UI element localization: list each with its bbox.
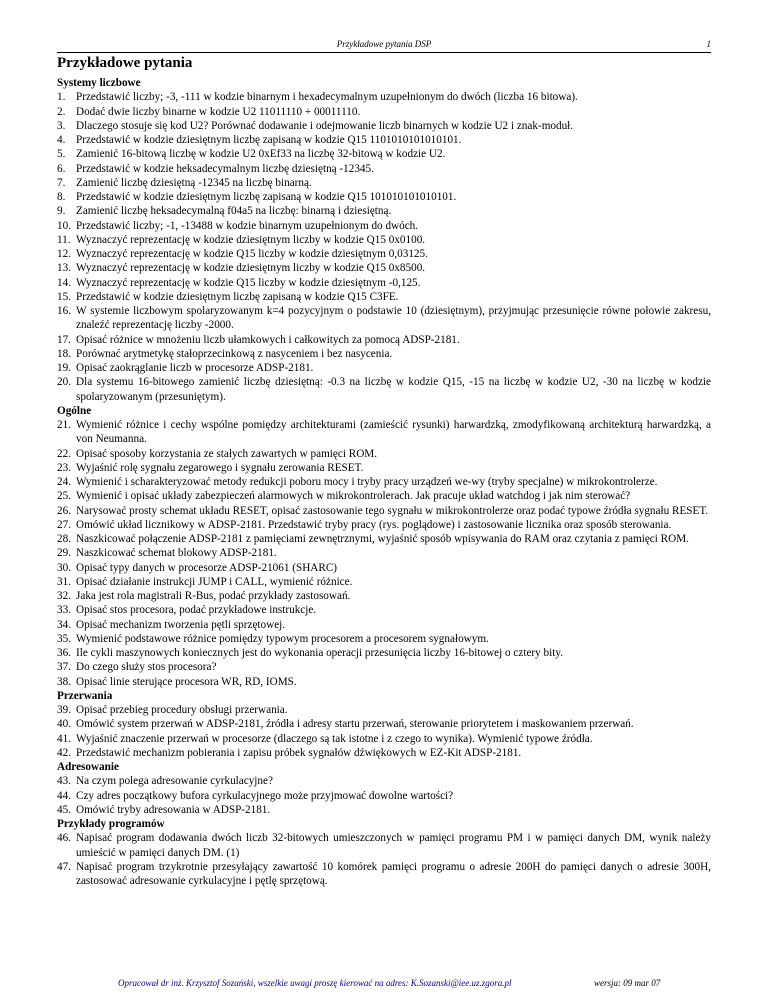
- question-text: Wyznaczyć reprezentację w kodzie dziesiętnym liczby w kodzie Q15 0x8500.: [76, 262, 426, 275]
- question-text: Przedstawić w kodzie dziesiętnym liczbę zapisaną w kodzie Q15 1101010101010101.: [76, 134, 462, 146]
- question-text: Dla systemu 16-bitowego zamienić liczbę dziesiętną: -0.3 na liczbę w kodzie Q15, -15 na liczbę w kodzie U2, -30 na liczbę w kodzie spolaryzowanym (przesuniętym).: [76, 376, 711, 403]
- question-item: [57, 162, 711, 176]
- question-item: [57, 461, 711, 475]
- question-item: [57, 703, 711, 717]
- question-item: [57, 646, 711, 660]
- question-text: Wyznaczyć reprezentację w kodzie dziesiętnym liczby w kodzie Q15 0x0100.: [76, 233, 426, 246]
- question-item: [57, 561, 711, 575]
- question-number: 40.: [57, 718, 71, 731]
- question-item: [57, 618, 711, 632]
- question-item: [57, 489, 711, 503]
- question-item: [57, 176, 711, 190]
- question-text: Opisać linie sterujące procesora WR, RD, IOMS.: [76, 675, 297, 688]
- section-heading: Ogólne: [57, 404, 92, 417]
- question-item: [57, 746, 711, 760]
- question-number: 46.: [57, 832, 71, 845]
- question-text: Ile cykli maszynowych koniecznych jest do wykonania operacji przesunięcia liczby 16-bitowej o cztery bity.: [76, 647, 563, 659]
- question-text: Opisać sposoby korzystania ze stałych zawartych w pamięci ROM.: [76, 447, 378, 460]
- question-number: 15.: [57, 290, 71, 303]
- question-number: 8.: [57, 191, 66, 203]
- question-item: [57, 589, 711, 603]
- question-text: Naszkicować połączenie ADSP-2181 z pamięciami zewnętrznymi, wyjaśnić sposób wpisywania do RAM oraz czytania z pamięci ROM.: [76, 533, 689, 545]
- question-item: [57, 532, 711, 546]
- question-text: Narysować prosty schemat układu RESET, opisać zastosowanie tego sygnału w mikrokontrolerze oraz podać typowe źródła sygnału RESET.: [76, 504, 709, 517]
- question-text: Naszkicować schemat blokowy ADSP-2181.: [76, 547, 277, 560]
- question-number: 37.: [57, 661, 71, 674]
- question-item: [57, 632, 711, 646]
- question-item: [57, 732, 711, 746]
- question-text: Na czym polega adresowanie cyrkulacyjne?: [76, 775, 273, 788]
- question-number: 47.: [57, 860, 71, 873]
- question-list: [57, 76, 711, 888]
- question-item: [57, 204, 711, 218]
- question-item: [57, 247, 711, 261]
- question-number: 43.: [57, 775, 71, 788]
- question-item: [57, 361, 711, 375]
- question-number: 7.: [57, 176, 66, 189]
- question-number: 41.: [57, 732, 71, 745]
- question-text: Wyznaczyć reprezentację w kodzie Q15 liczby w kodzie dziesiętnym -0,125.: [76, 276, 421, 289]
- question-text: Zamienić 16-bitową liczbę w kodzie U2 0xEf33 na liczbę 32-bitową w kodzie U2.: [76, 148, 446, 161]
- question-text: Opisać zaokrąglanie liczb w procesorze ADSP-2181.: [76, 362, 314, 374]
- question-item: [57, 774, 711, 788]
- question-number: 11.: [57, 233, 71, 246]
- question-item: [57, 219, 711, 233]
- question-text: Wyjaśnić znaczenie przerwań w procesorze (dlaczego są tak istotne i z czego to wynika). Wymienić typowe źródła.: [76, 732, 593, 745]
- question-number: 18.: [57, 347, 71, 360]
- question-text: Dlaczego stosuje się kod U2? Porównać dodawanie i odejmowanie liczb binarnych w kodzie U2 i znak-moduł.: [76, 119, 574, 132]
- section-heading: Adresowanie: [57, 761, 119, 773]
- question-number: 38.: [57, 675, 71, 688]
- question-text: Napisać program dodawania dwóch liczb 32-bitowych umieszczonych w pamięci programu PM i w pamięci danych DM, wynik należy umieścić w pamięci danych DM. (1): [76, 832, 711, 859]
- question-item: [57, 546, 711, 560]
- question-item: [57, 603, 711, 617]
- question-text: Przedstawić mechanizm pobierania i zapisu próbek sygnałów dźwiękowych w EZ-Kit ADSP-2181.: [76, 746, 522, 759]
- question-item: [57, 276, 711, 290]
- question-number: 27.: [57, 518, 71, 531]
- question-number: 19.: [57, 362, 71, 374]
- section-heading: Systemy liczbowe: [57, 77, 141, 89]
- question-number: 39.: [57, 704, 71, 716]
- question-item: [57, 447, 711, 461]
- question-item: [57, 233, 711, 247]
- question-number: 21.: [57, 419, 71, 431]
- section-heading: Przerwania: [57, 689, 113, 702]
- question-text: Porównać arytmetykę stałoprzecinkową z nasyceniem i bez nasycenia.: [76, 347, 393, 360]
- question-number: 34.: [57, 618, 71, 631]
- question-text: Wymienić i scharakteryzować metody redukcji poboru mocy i tryby pracy urządzeń we-wy (tryby specjalne) w mikrokontrolerze.: [76, 476, 658, 488]
- question-text: Przedstawić w kodzie dziesiętnym liczbę zapisaną w kodzie Q15 101010101010101.: [76, 191, 457, 203]
- question-number: 12.: [57, 248, 71, 260]
- question-number: 44.: [57, 789, 71, 802]
- question-item: [57, 261, 711, 275]
- header-title: Przykładowe pytania DSP: [336, 39, 432, 49]
- question-item: [57, 675, 711, 689]
- question-item: [57, 333, 711, 347]
- question-number: 2.: [57, 105, 66, 118]
- question-text: Zamienić liczbę heksadecymalną f04a5 na liczbę: binarną i dziesiętną.: [76, 205, 392, 218]
- question-number: 13.: [57, 262, 71, 275]
- question-text: Wyznaczyć reprezentację w kodzie Q15 liczby w kodzie dziesiętnym 0,03125.: [76, 248, 428, 260]
- question-item: [57, 190, 711, 204]
- question-number: 42.: [57, 746, 71, 759]
- question-text: Wymienić i opisać układy zabezpieczeń alarmowych w mikrokontrolerach. Jak pracuje układ watchdog i jak nim sterować?: [76, 490, 631, 503]
- page-number: 1: [706, 39, 711, 49]
- section-heading: Przykłady programów: [57, 818, 165, 830]
- question-item: [57, 575, 711, 589]
- question-text: Opisać mechanizm tworzenia pętli sprzętowej.: [76, 618, 286, 631]
- question-text: Omówić układ licznikowy w ADSP-2181. Przedstawić tryby pracy (rys. poglądowe) i zastosowanie licznika oraz sposób sterowania.: [76, 518, 672, 531]
- question-number: 3.: [57, 119, 66, 132]
- question-text: Przedstawić w kodzie heksadecymalnym liczbę dziesiętną -12345.: [76, 162, 374, 175]
- question-number: 20.: [57, 376, 71, 389]
- question-number: 26.: [57, 504, 71, 517]
- question-number: 32.: [57, 590, 71, 602]
- question-text: Opisać stos procesora, podać przykładowe instrukcje.: [76, 604, 317, 617]
- question-text: Wymienić podstawowe różnice pomiędzy typowym procesorem a procesorem sygnałowym.: [76, 632, 489, 645]
- question-item: [57, 831, 711, 860]
- question-text: Zamienić liczbę dziesiętną -12345 na liczbę binarną.: [76, 176, 312, 189]
- question-item: [57, 105, 711, 119]
- question-text: Opisać działanie instrukcji JUMP i CALL, wymienić różnice.: [76, 575, 353, 588]
- question-number: 36.: [57, 647, 71, 659]
- footer-version: wersja: 09 mar 07: [594, 978, 661, 988]
- question-item: [57, 860, 711, 889]
- question-item: [57, 147, 711, 161]
- question-text: Wymienić różnice i cechy wspólne pomiędzy architekturami (zamieścić rysunki) harwardzką, zmodyfikowaną architekturą harwardzką, a von Neumanna.: [76, 419, 711, 446]
- question-text: Do czego służy stos procesora?: [76, 661, 217, 674]
- question-number: 9.: [57, 205, 66, 218]
- question-number: 14.: [57, 276, 71, 289]
- question-text: Czy adres początkowy bufora cyrkulacyjnego może przyjmować dowolne wartości?: [76, 789, 454, 802]
- question-item: [57, 90, 711, 104]
- question-text: Przedstawić liczby; -3, -111 w kodzie binarnym i hexadecymalnym uzupełnionym do dwóch (liczba 16 bitowa).: [76, 91, 578, 104]
- question-item: [57, 133, 711, 147]
- page-header: [57, 38, 711, 53]
- question-text: Omówić tryby adresowania w ADSP-2181.: [76, 803, 271, 816]
- question-item: [57, 660, 711, 674]
- question-number: 16.: [57, 305, 71, 317]
- question-number: 35.: [57, 632, 71, 645]
- question-item: [57, 347, 711, 361]
- question-text: Jaka jest rola magistrali R-Bus, podać przykłady zastosowań.: [76, 590, 351, 602]
- question-number: 4.: [57, 134, 66, 146]
- question-number: 25.: [57, 490, 71, 503]
- question-number: 24.: [57, 476, 71, 488]
- question-text: Opisać typy danych w procesorze ADSP-21061 (SHARC): [76, 561, 338, 574]
- question-item: [57, 418, 711, 447]
- question-text: Wyjaśnić rolę sygnału zegarowego i sygnału zerowania RESET.: [76, 461, 364, 474]
- document-title: Przykładowe pytania: [57, 55, 193, 71]
- footer-author: Opracował dr inż. Krzysztof Sozański, wszelkie uwagi proszę kierować na adres: K.Sozanski@iee.uz.zgora.pl: [118, 978, 512, 988]
- question-text: W systemie liczbowym spolaryzowanym k=4 pozycyjnym o podstawie 10 (dziesiętnym), przyjmując przesunięcie równe połowie zakresu, znaleźć reprezentację liczby -2000.: [76, 305, 711, 332]
- question-number: 22.: [57, 447, 71, 460]
- question-item: [57, 375, 711, 404]
- question-text: Opisać przebieg procedury obsługi przerwania.: [76, 704, 288, 716]
- question-text: Opisać różnice w mnożeniu liczb ułamkowych i całkowitych za pomocą ADSP-2181.: [76, 333, 460, 346]
- question-number: 10.: [57, 219, 71, 232]
- question-text: Dodać dwie liczby binarne w kodzie U2 11011110 + 00011110.: [76, 105, 361, 118]
- question-item: [57, 119, 711, 133]
- question-item: [57, 290, 711, 304]
- question-number: 23.: [57, 461, 71, 474]
- question-item: [57, 717, 711, 731]
- question-number: 28.: [57, 533, 71, 545]
- question-text: Przedstawić liczby; -1, -13488 w kodzie binarnym uzupełnionym do dwóch.: [76, 219, 419, 232]
- question-number: 5.: [57, 148, 66, 161]
- question-number: 29.: [57, 547, 71, 560]
- question-number: 6.: [57, 162, 66, 175]
- question-item: [57, 789, 711, 803]
- question-number: 31.: [57, 575, 71, 588]
- question-text: Napisać program trzykrotnie przesyłający zawartość 10 komórek pamięci programu o adresie 200H do pamięci danych o adresie 300H, zastosować adresowanie cyrkulacyjne i pętlę sprzętową.: [76, 860, 711, 887]
- question-text: Omówić system przerwań w ADSP-2181, źródła i adresy startu przerwań, sterowanie priorytetem i maskowaniem przerwań.: [76, 718, 634, 731]
- question-number: 17.: [57, 333, 71, 346]
- question-item: [57, 518, 711, 532]
- question-number: 45.: [57, 803, 71, 816]
- question-item: [57, 504, 711, 518]
- question-item: [57, 304, 711, 333]
- question-number: 33.: [57, 604, 71, 617]
- question-item: [57, 475, 711, 489]
- question-text: Przedstawić w kodzie dziesiętnym liczbę zapisaną w kodzie Q15 C3FE.: [76, 290, 399, 303]
- question-item: [57, 803, 711, 817]
- question-number: 30.: [57, 561, 71, 574]
- question-number: 1.: [57, 91, 66, 104]
